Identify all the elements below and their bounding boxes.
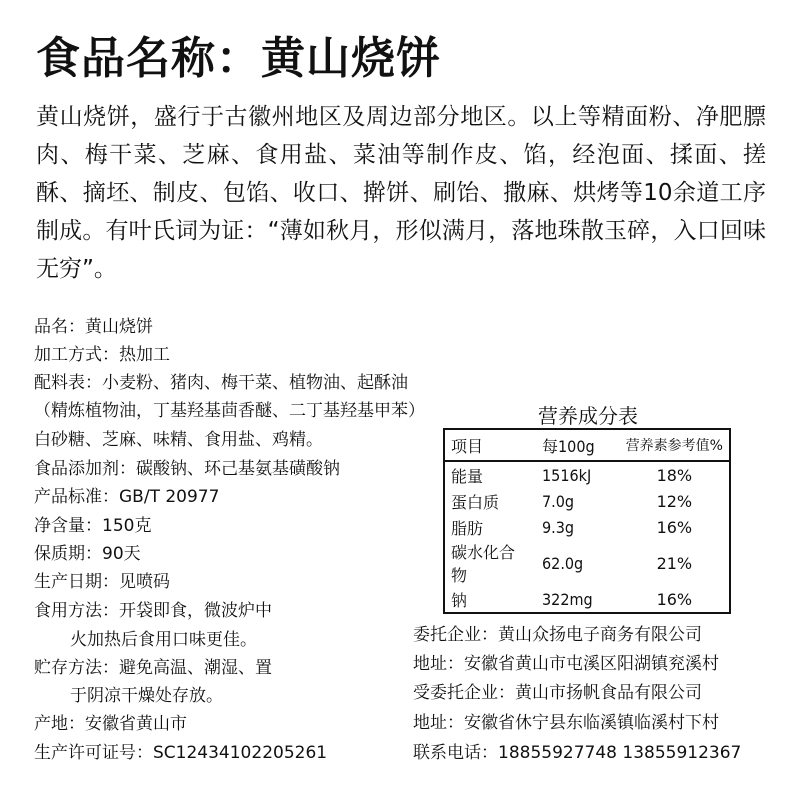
nutrition-header-per100g: 每100g [536,429,620,461]
nutrient-name: 蛋白质 [451,492,500,512]
info-ingredients-2: （精炼植物油，丁基羟基茴香醚、二丁基羟基甲苯） [34,401,425,421]
info-net-content: 净含量：150克 [34,516,152,536]
nutrition-header-nrv: 营养素参考值% [620,429,730,461]
nutrient-amount: 7.0g [542,491,575,511]
nutrition-row [444,461,730,488]
info-process: 加工方式：热加工 [34,345,170,365]
nutrient-nrv: 12% [656,491,693,511]
info-product-name: 品名：黄山烧饼 [34,317,153,337]
page-title: 食品名称：黄山烧饼 [36,33,441,84]
nutrient-nrv: 16% [656,517,693,537]
nutrient-name: 能量 [451,466,484,486]
nutrition-row [444,586,730,613]
info-production-date: 生产日期：见喷码 [34,572,170,592]
nutrition-row [444,540,730,586]
product-description: 黄山烧饼，盛行于古徽州地区及周边部分地区。以上等精面粉、净肥膘肉、梅干菜、芝麻、食用盐、菜油等制作皮、馅，经泡面、揉面、搓酥、摘坯、制皮、包馅、收口、擀饼、刷饴、撒麻、烘烤等10余道工序制成。有叶氏词为证：“薄如秋月，形似满月，落地珠散玉碎，入口回味无穷”。 [36,104,766,282]
contact-phone: 联系电话：18855927748 13855912367 [413,743,742,763]
info-usage-1: 食用方法：开袋即食，微波炉中 [34,601,272,621]
info-standard: 产品标准：GB/T 20977 [34,487,220,507]
nutrient-nrv: 21% [656,553,693,573]
nutrient-amount: 9.3g [542,517,575,537]
nutrient-amount: 1516kJ [542,465,592,485]
client-address: 地址：安徽省黄山市屯溪区阳湖镇兖溪村 [413,654,719,674]
info-ingredients-3: 白砂糖、芝麻、味精、食用盐、鸡精。 [34,430,323,450]
info-ingredients-1: 配料表：小麦粉、猪肉、梅干菜、植物油、起酥油 [34,373,408,393]
nutrition-header-row [444,429,730,461]
info-license: 生产许可证号：SC12434102205261 [34,743,328,763]
nutrient-nrv: 18% [656,465,693,485]
manufacturer-company: 受委托企业：黄山市扬帆食品有限公司 [413,683,702,703]
info-origin: 产地：安徽省黄山市 [34,714,187,734]
nutrient-amount: 322mg [542,589,593,609]
nutrition-header-item: 项目 [444,429,536,461]
nutrition-title: 营养成分表 [538,404,638,428]
nutrient-amount: 62.0g [542,553,584,573]
info-additives: 食品添加剂：碳酸钠、环己基氨基磺酸钠 [34,459,340,479]
nutrition-table [443,428,731,614]
info-storage-1: 贮存方法：避免高温、潮湿、置 [34,658,272,678]
nutrient-name: 钠 [451,590,468,610]
info-usage-2: 火加热后食用口味更佳。 [70,630,257,650]
nutrition-row [444,488,730,514]
client-company: 委托企业：黄山众扬电子商务有限公司 [413,625,702,645]
nutrition-row [444,514,730,540]
info-shelf-life: 保质期：90天 [34,544,141,564]
info-storage-2: 于阴凉干燥处存放。 [70,686,223,706]
manufacturer-address: 地址：安徽省休宁县东临溪镇临溪村下村 [413,713,719,733]
nutrient-name: 脂肪 [451,518,484,538]
nutrient-name: 碳水化合物 [451,543,516,585]
nutrient-nrv: 16% [656,589,693,609]
